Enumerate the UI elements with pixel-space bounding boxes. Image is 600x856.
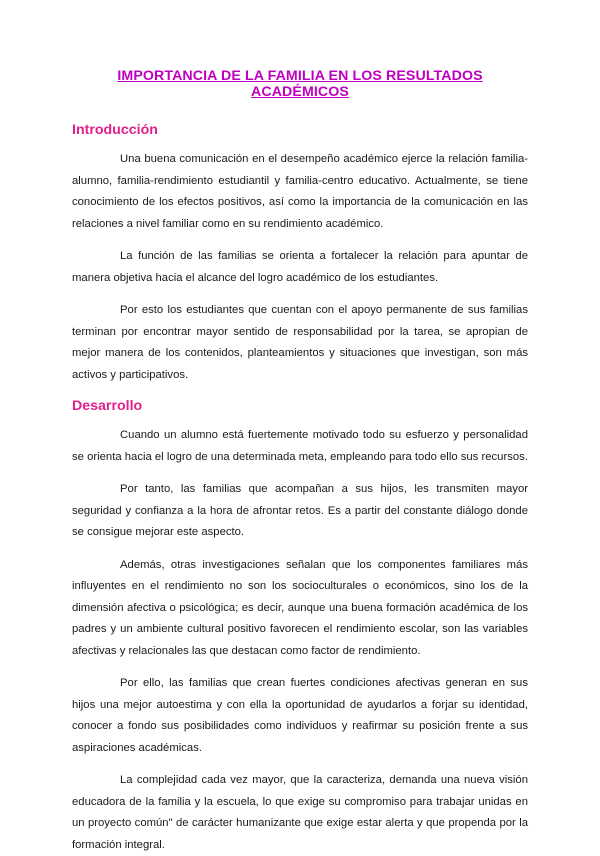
section-introduccion	[72, 122, 528, 386]
paragraph: Por esto los estudiantes que cuentan con el apoyo permanente de sus familias terminan por encontrar mayor sentido de responsabilidad por la tarea, se apropian de mejor manera de los contenidos, planteamientos y situaciones que investigan, son más activos y participativos.	[72, 304, 528, 381]
document-title: IMPORTANCIA DE LA FAMILIA EN LOS RESULTADOS ACADÉMICOS	[117, 68, 483, 100]
paragraph: Por ello, las familias que crean fuertes condiciones afectivas generan en sus hijos una mejor autoestima y con ella la oportunidad de ayudarlos a forjar su identidad, conocer a fondo sus posibilidades como individuos y reafirmar su posición frente a sus aspiraciones académicas.	[72, 677, 528, 754]
paragraph: Cuando un alumno está fuertemente motivado todo su esfuerzo y personalidad se orienta hacia el logro de una determinada meta, empleando para todo ello sus recursos.	[72, 429, 528, 463]
section-desarrollo	[72, 398, 528, 856]
paragraph: Además, otras investigaciones señalan que los componentes familiares más influyentes en el rendimiento no son los socioculturales o económicos, sino los de la dimensión afectiva o psicológica; es decir, aunque una buena formación académica de los padres y un ambiente cultural positivo favorecen el rendimiento escolar, son las variables afectivas y relacionales las que destacan como factor de rendimiento.	[72, 558, 528, 657]
section-heading-introduccion: Introducción	[72, 122, 158, 138]
paragraph: Por tanto, las familias que acompañan a sus hijos, les transmiten mayor seguridad y confianza a la hora de afrontar retos. Es a partir del constante diálogo donde se consigue mejorar este aspecto.	[72, 483, 528, 538]
paragraph: La función de las familias se orienta a fortalecer la relación para apuntar de manera objetiva hacia el alcance del logro académico de los estudiantes.	[72, 250, 528, 284]
paragraph: La complejidad cada vez mayor, que la caracteriza, demanda una nueva visión educadora de la familia y la escuela, lo que exige su compromiso para trabajar unidas en un proyecto común" de carácter humanizante que exige estar alerta y que propenda por la formación integral.	[72, 774, 528, 851]
section-heading-desarrollo: Desarrollo	[72, 398, 143, 414]
paragraph: Una buena comunicación en el desempeño académico ejerce la relación familia-alumno, familia-rendimiento estudiantil y familia-centro educativo. Actualmente, se tiene conocimiento de los efectos positivos, así como la importancia de la comunicación en las relaciones a nivel familiar como en su rendimiento académico.	[72, 153, 528, 230]
